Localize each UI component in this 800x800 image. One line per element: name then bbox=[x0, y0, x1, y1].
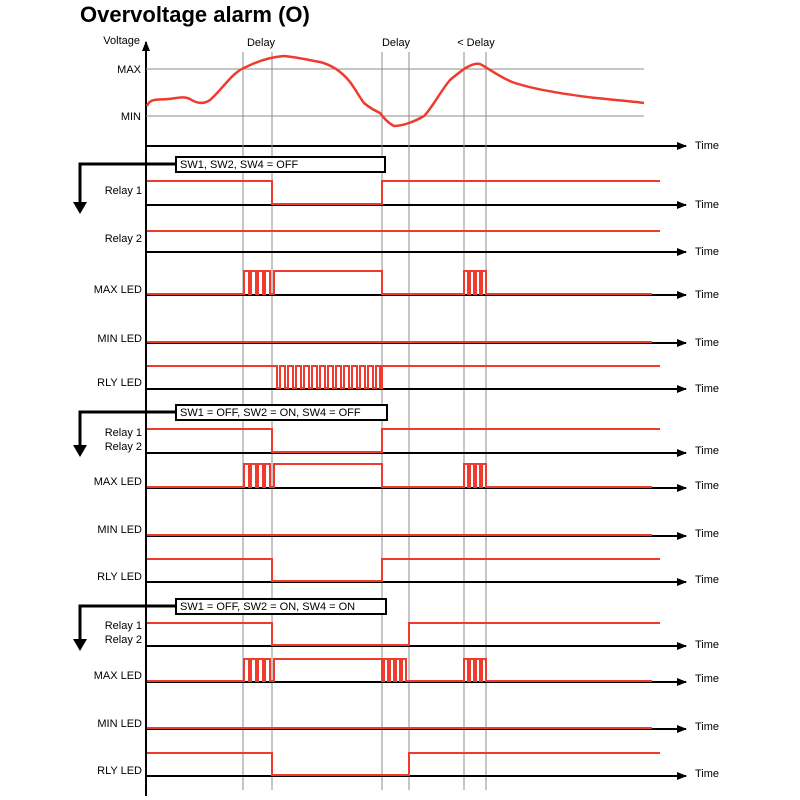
time-label: Time bbox=[695, 198, 720, 211]
delay-label-2: Delay bbox=[381, 37, 411, 49]
relay12-signal bbox=[147, 623, 660, 645]
time-label: Time bbox=[695, 767, 720, 780]
rly-led-label: RLY LED bbox=[97, 377, 142, 389]
switch-settings-1: SW1, SW2, SW4 = OFF bbox=[180, 159, 299, 171]
rly-led-signal bbox=[147, 559, 660, 581]
relay2-label: Relay 2 bbox=[104, 634, 142, 646]
arrow-down-icon bbox=[73, 202, 87, 214]
relay1-label: Relay 1 bbox=[104, 185, 142, 197]
time-label: Time bbox=[695, 527, 720, 540]
min-led-label: MIN LED bbox=[97, 718, 142, 730]
time-label: Time bbox=[695, 638, 720, 651]
relay1-label: Relay 1 bbox=[104, 427, 142, 439]
voltage-time-label: Time bbox=[695, 139, 720, 152]
relay12-signal bbox=[147, 429, 660, 452]
max-led-label: MAX LED bbox=[93, 476, 142, 488]
max-led-signal bbox=[147, 271, 652, 294]
max-led-signal bbox=[147, 659, 652, 681]
time-label: Time bbox=[695, 444, 720, 457]
time-label: Time bbox=[695, 479, 720, 492]
max-led-signal bbox=[147, 464, 652, 487]
delay-label-1: Delay bbox=[246, 37, 276, 49]
relay2-label: Relay 2 bbox=[104, 441, 142, 453]
min-label: MIN bbox=[120, 111, 141, 123]
diagram-title: Overvoltage alarm (O) bbox=[80, 2, 310, 27]
arrow-down-icon bbox=[73, 639, 87, 651]
time-label: Time bbox=[695, 382, 720, 395]
voltage-label: Voltage bbox=[103, 35, 140, 47]
time-label: Time bbox=[695, 245, 720, 258]
switch-settings-3: SW1 = OFF, SW2 = ON, SW4 = ON bbox=[180, 601, 356, 613]
max-led-label: MAX LED bbox=[93, 670, 142, 682]
time-label: Time bbox=[695, 288, 720, 301]
arrow-down-icon bbox=[73, 445, 87, 457]
relay2-label: Relay 2 bbox=[104, 233, 142, 245]
min-led-label: MIN LED bbox=[97, 524, 142, 536]
rly-led-signal bbox=[147, 366, 660, 388]
relay1-label: Relay 1 bbox=[104, 620, 142, 632]
rly-led-signal bbox=[147, 753, 660, 775]
time-label: Time bbox=[695, 672, 720, 685]
time-label: Time bbox=[695, 336, 720, 349]
switch-settings-2: SW1 = OFF, SW2 = ON, SW4 = OFF bbox=[180, 407, 361, 419]
min-led-label: MIN LED bbox=[97, 333, 142, 345]
relay1-signal bbox=[147, 181, 660, 204]
rly-led-label: RLY LED bbox=[97, 571, 142, 583]
max-label: MAX bbox=[117, 64, 141, 76]
time-label: Time bbox=[695, 573, 720, 586]
rly-led-label: RLY LED bbox=[97, 765, 142, 777]
less-delay-label: < Delay bbox=[457, 37, 495, 49]
max-led-label: MAX LED bbox=[93, 284, 142, 296]
time-label: Time bbox=[695, 720, 720, 733]
